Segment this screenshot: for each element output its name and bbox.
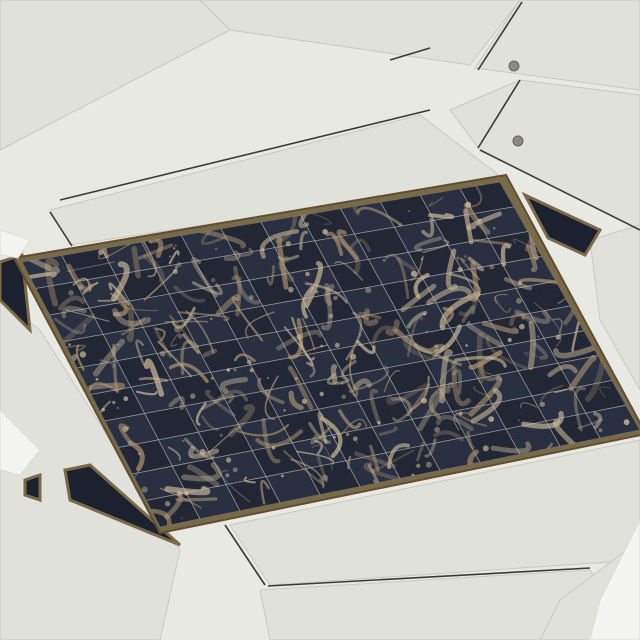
foam-piece [0,230,30,258]
background-panel-top-left [0,0,230,150]
rivet [513,136,523,146]
secondary-module-bottom-left-2 [25,475,40,500]
background-panel-top [200,0,520,65]
rivet [509,61,519,71]
